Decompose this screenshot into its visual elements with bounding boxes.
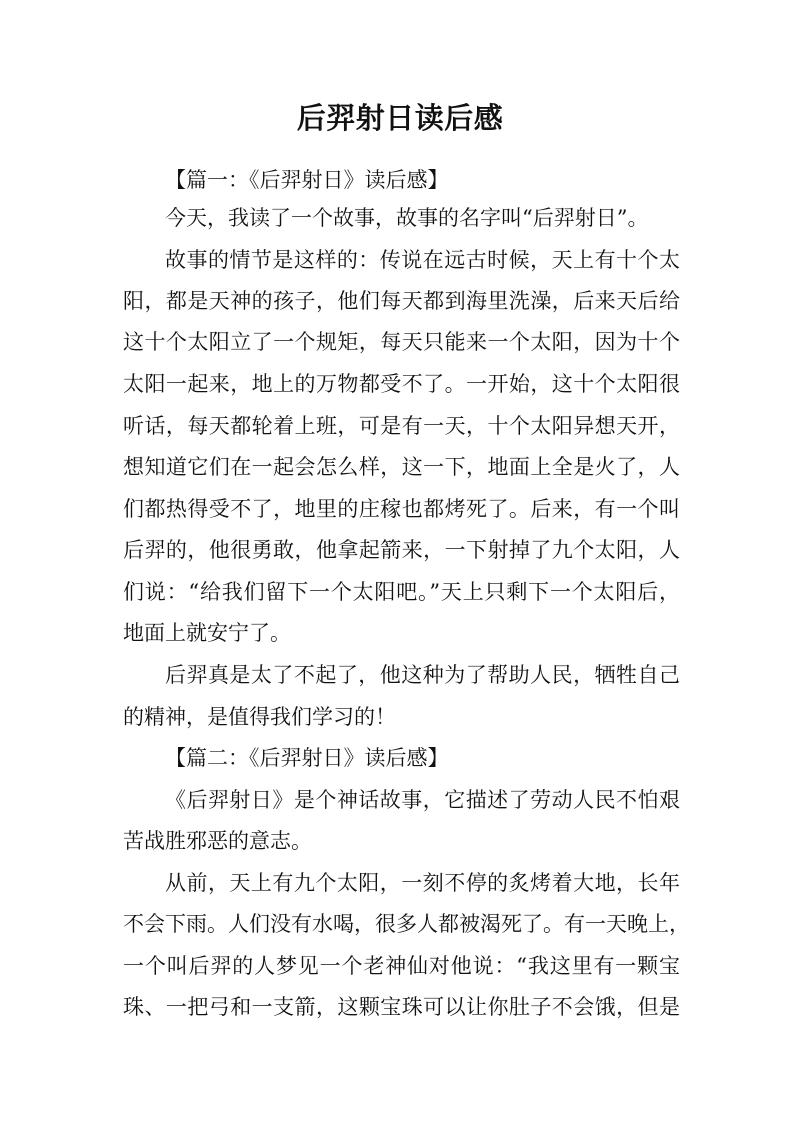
paragraph-line: 们都热得受不了，地里的庄稼也都烤死了。后来，有一个叫 — [123, 497, 680, 521]
paragraph-line: 的精神，是值得我们学习的！ — [123, 705, 396, 729]
paragraph-line: 后羿的，他很勇敢，他拿起箭来，一下射掉了九个太阳，人 — [123, 538, 680, 562]
section-heading-2: 【篇二：《后羿射日》读后感】 — [165, 746, 449, 770]
paragraph-line: 阳，都是天神的孩子，他们每天都到海里洗澡，后来天后给 — [123, 289, 680, 313]
paragraph-line: 从前，天上有九个太阳，一刻不停的炙烤着大地，长年 — [165, 871, 680, 895]
paragraph-line: 想知道它们在一起会怎么样，这一下，地面上全是火了，人 — [123, 455, 680, 479]
paragraph-line: 太阳一起来，地上的万物都受不了。一开始，这十个太阳很 — [123, 372, 680, 396]
paragraph-line: 故事的情节是这样的：传说在远古时候，天上有十个太 — [165, 248, 680, 272]
paragraph-line: 们说：“给我们留下一个太阳吧。”天上只剩下一个太阳后， — [123, 580, 680, 604]
paragraph-line: 这十个太阳立了一个规矩，每天只能来一个太阳，因为十个 — [123, 330, 680, 354]
paragraph-line: 一个叫后羿的人梦见一个老神仙对他说：“我这里有一颗宝 — [123, 954, 680, 978]
paragraph-line: 苦战胜邪恶的意志。 — [123, 829, 312, 853]
paragraph-line: 不会下雨。人们没有水喝，很多人都被渴死了。有一天晚上， — [123, 912, 690, 936]
section-heading-1: 【篇一：《后羿射日》读后感】 — [165, 168, 449, 192]
paragraph-line: 今天，我读了一个故事，故事的名字叫“后羿射日”。 — [165, 206, 649, 230]
paragraph-line: 后羿真是太了不起了，他这种为了帮助人民，牺牲自己 — [165, 663, 680, 687]
document-title: 后羿射日读后感 — [296, 101, 504, 135]
paragraph-line: 听话，每天都轮着上班，可是有一天，十个太阳异想天开， — [123, 414, 680, 438]
paragraph-line: 珠、一把弓和一支箭，这颗宝珠可以让你肚子不会饿，但是 — [123, 995, 680, 1019]
paragraph-line: 地面上就安宁了。 — [123, 621, 291, 645]
paragraph-line: 《后羿射日》是个神话故事，它描述了劳动人民不怕艰 — [165, 788, 680, 812]
